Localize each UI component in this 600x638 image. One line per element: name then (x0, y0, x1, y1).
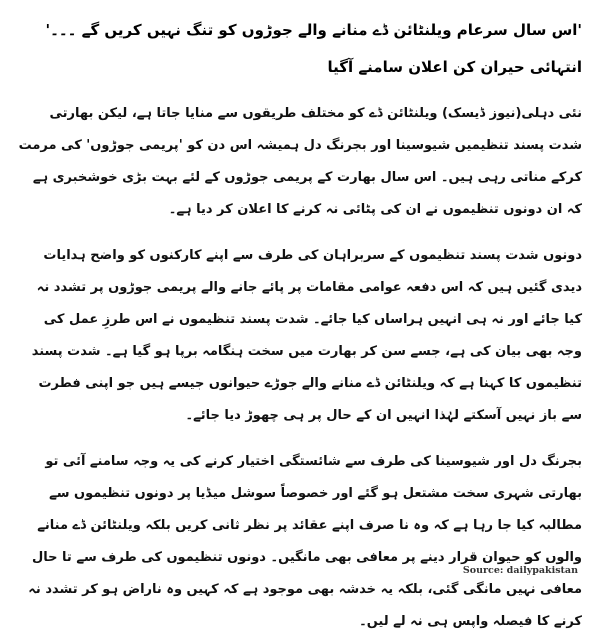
article-paragraph-3: بجرنگ دل اور شیوسینا کی طرف سے شائستگی اختیار کرنے کی یہ وجہ سامنے آئی تو بھارتی شہری سخت مشتعل ہو گئے اور خصوصاً سوشل میڈیا پر دونوں تنظیموں سے مطالبہ کیا جا رہا ہے کہ وہ نا صرف اپنے عقائد پر نظر ثانی کریں بلکہ ویلنٹائن ڈے منانے والوں کو حیوان قرار دینے پر معافی بھی مانگیں۔ دونوں تنظیموں کی طرف سے تا حال معافی نہیں مانگی گئی، بلکہ یہ خدشہ بھی موجود ہے کہ کہیں وہ ناراض ہو کر تشدد نہ کرنے کا فیصلہ واپس ہی نہ لے لیں۔ (28, 454, 582, 629)
article-headline: 'اس سال سرعام ویلنٹائن ڈے منانے والے جوڑوں کو تنگ نہیں کریں گے ۔۔۔' انتہائی حیران کن اعلان سامنے آگیا (45, 21, 582, 76)
source-credit: Source: dailypakistan (462, 565, 578, 576)
article-paragraph-1: نئی دہلی(نیوز ڈیسک) ویلنٹائن ڈے کو مختلف طریقوں سے منایا جاتا ہے، لیکن بھارتی شدت پسند تنظیمیں شیوسینا اور بجرنگ دل ہمیشہ اس دن کو 'پریمی جوڑوں' کی مرمت کرکے مناتی رہی ہیں۔ اس سال بھارت کے پریمی جوڑوں کے لئے بہت بڑی خوشخبری ہے کہ ان دونوں تنظیموں نے ان کی پٹائی نہ کرنے کا اعلان کر دیا ہے۔ (18, 106, 582, 217)
article-paragraph-2: دونوں شدت پسند تنظیموں کے سربراہان کی طرف سے اپنے کارکنوں کو واضح ہدایات دیدی گئیں ہیں کہ اس دفعہ عوامی مقامات پر پائے جانے والے پریمی جوڑوں پر تشدد نہ کیا جائے اور نہ ہی انہیں ہراساں کیا جائے۔ شدت پسند تنظیموں نے اس طرزِ عمل کی وجہ بھی بیان کی ہے، جسے سن کر بھارت میں سخت ہنگامہ برپا ہو گیا ہے۔ شدت پسند تنظیموں کا کہنا ہے کہ ویلنٹائن ڈے منانے والے جوڑے حیوانوں جیسے ہیں جو اپنی فطرت سے باز نہیں آسکتے لہٰذا انہیں ان کے حال پر ہی چھوڑ دیا جائے۔ (31, 248, 582, 423)
